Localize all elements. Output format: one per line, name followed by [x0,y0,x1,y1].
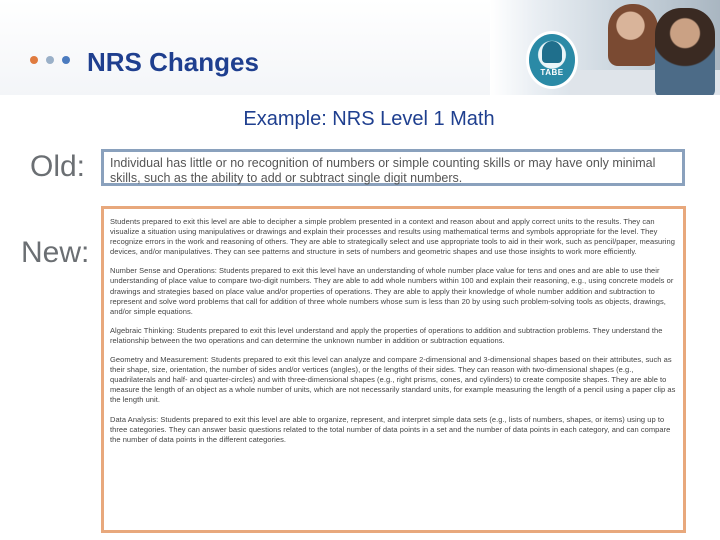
new-paragraph-data-analysis: Data Analysis: Students prepared to exit this level are able to organize, represent, and interpret simple data sets (e.g., lists of numbers, shapes, or items) using up to three categories. They can answer basic questions related to the total number of data points in a set and the number of data points in each category, and can compare the number of data points in the different categories. [110,414,671,444]
header-photo [490,0,720,95]
logo-leaf [542,41,562,63]
new-paragraph-number-sense: Number Sense and Operations: Students prepared to exit this level have an understanding of whole number place value for tens and ones and are able to use their understanding of place value to compare two-digit numbers. They are able to add whole numbers within 100 and explain their reasoning, e.g., using concrete models or drawings and strategies based on place value and/or properties of operations. They are able to apply their knowledge of whole number addition and subtraction to represent and solve word problems that call for addition of three whole numbers whose sum is less than 20 by using such problem-solving tools as objects, drawings, and/or simple equations. [110,266,674,316]
logo-text: TABE [540,68,564,77]
page-title: NRS Changes [87,47,259,77]
photo-person-1 [608,4,658,66]
tabe-logo-icon [529,34,575,86]
slide-subtitle: Example: NRS Level 1 Math [243,108,495,130]
dot-1 [30,56,38,64]
header-dots [30,56,70,64]
new-paragraph-geometry: Geometry and Measurement: Students prepared to exit this level can analyze and compare 2-dimensional and 3-dimensional shapes based on their attributes, such as their shape, size, orientation, the number of sides and/or vertices (angles), or the lengths of their sides. They can reason with two-dimensional shapes (e.g., quadrilaterals and half- and quarter-circles) and with three-dimensional shapes (e.g., right prisms, cones, and cylinders) to create composite shapes. They are able to measure the length of an object as a whole number of units, which are not necessarily standard units, for example measuring the length of a pencil using a paper clip as the length unit. [110,355,676,405]
old-description-box: Individual has little or no recognition of numbers or simple counting skills or may have only minimal skills, such as the ability to add or subtract single digit numbers. [101,149,685,186]
photo-person-2 [655,8,715,95]
new-paragraph-algebraic-thinking: Algebraic Thinking: Students prepared to exit this level understand and apply the properties of operations to addition and subtraction problems. They understand the relationship between the two operations and can determine the unknown number in addition or subtraction equations. [110,325,663,345]
old-label: Old: [30,150,86,183]
dot-2 [46,56,54,64]
header-banner [0,0,720,95]
new-description-box [101,206,686,533]
new-label: New: [21,236,90,269]
new-paragraph-overview: Students prepared to exit this level are able to decipher a simple problem presented in a context and reason about and apply correct units to the results. They can visualize a situation using manipulatives or drawings and explain their processes and results using mathematical terms and symbols appropriate for the level. They recognize errors in the work and reasoning of others. They are able to strategically select and use appropriate tools to aid in their work, such as pencil/paper, measuring devices, and/or manipulatives. They can see patterns and structure in sets of numbers and geometric shapes and use those insights to work more efficiently. [110,217,675,257]
dot-3 [62,56,70,64]
